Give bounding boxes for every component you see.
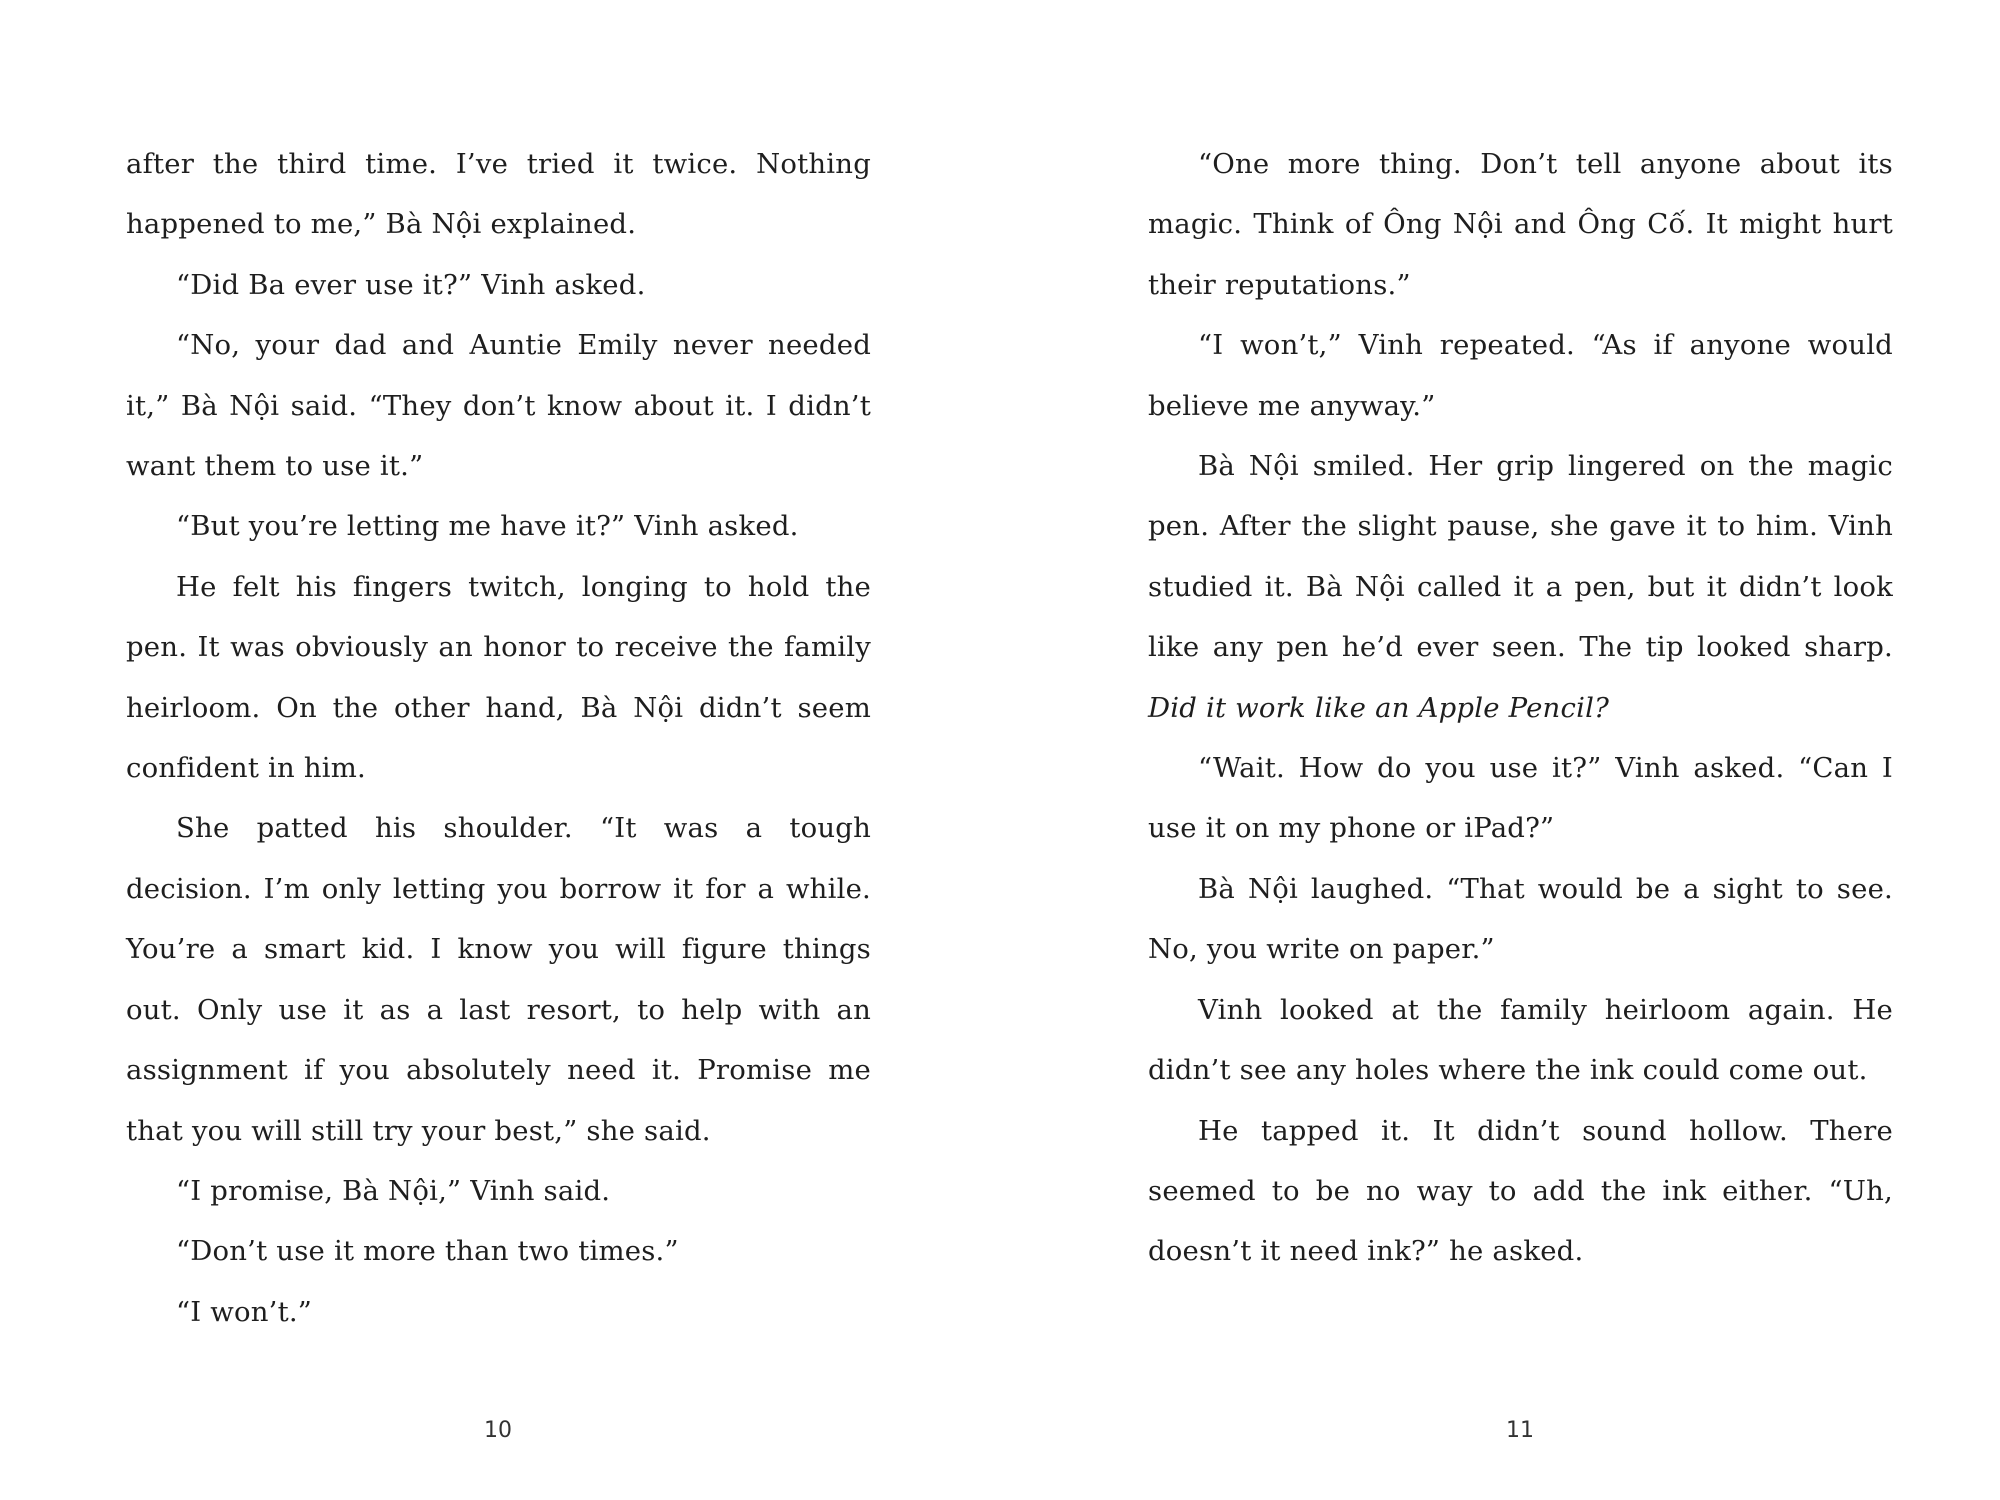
paragraph: after the third time. I’ve tried it twice. Nothing happened to me,” Bà Nội explained. <box>126 148 871 241</box>
paragraph: “I promise, Bà Nội,” Vinh said. <box>176 1174 611 1207</box>
paragraph: “Don’t use it more than two times.” <box>176 1235 679 1268</box>
paragraph: “No, your dad and Auntie Emily never needed it,” Bà Nội said. “They don’t know about it. I didn’t want them to use it.” <box>126 329 871 483</box>
page-number: 10 <box>484 1418 512 1443</box>
paragraph: Vinh looked at the family heirloom again. He didn’t see any holes where the ink could come out. <box>1148 993 1893 1087</box>
page-number: 11 <box>1506 1418 1534 1443</box>
paragraph: He felt his fingers twitch, longing to hold the pen. It was obviously an honor to receive the family heirloom. On the other hand, Bà Nội didn’t seem confident in him. <box>126 570 871 785</box>
paragraph: She patted his shoulder. “It was a tough decision. I’m only letting you borrow it for a while. You’re a smart kid. I know you will figure things out. Only use it as a last resort, to help with an assignment if you absolutely need it. Promise me that you will still try your best,” she said. <box>126 812 871 1147</box>
italic-paragraph: Did it work like an Apple Pencil? <box>1148 691 1610 724</box>
left-page-text <box>126 134 871 1342</box>
paragraph: “But you’re letting me have it?” Vinh asked. <box>176 510 799 543</box>
paragraph: Bà Nội laughed. “That would be a sight to see. No, you write on paper.” <box>1148 872 1893 966</box>
paragraph: “Wait. How do you use it?” Vinh asked. “Can I use it on my phone or iPad?” <box>1148 752 1893 845</box>
right-page-text <box>1148 134 1893 1282</box>
paragraph: He tapped it. It didn’t sound hollow. There seemed to be no way to add the ink either. “Uh, doesn’t it need ink?” he asked. <box>1148 1114 1893 1268</box>
paragraph: Bà Nội smiled. Her grip lingered on the magic pen. After the slight pause, she gave it to him. Vinh studied it. Bà Nội called it a pen, but it didn’t look like any pen he’d ever seen. The tip looked sharp. <box>1148 450 1893 664</box>
paragraph: “One more thing. Don’t tell anyone about its magic. Think of Ông Nội and Ông Cố. It might hurt their reputations.” <box>1148 148 1893 301</box>
paragraph: “I won’t.” <box>176 1295 313 1328</box>
paragraph: “Did Ba ever use it?” Vinh asked. <box>176 268 646 301</box>
right-page <box>1000 0 2000 1500</box>
paragraph: “I won’t,” Vinh repeated. “As if anyone would believe me anyway.” <box>1148 329 1893 422</box>
